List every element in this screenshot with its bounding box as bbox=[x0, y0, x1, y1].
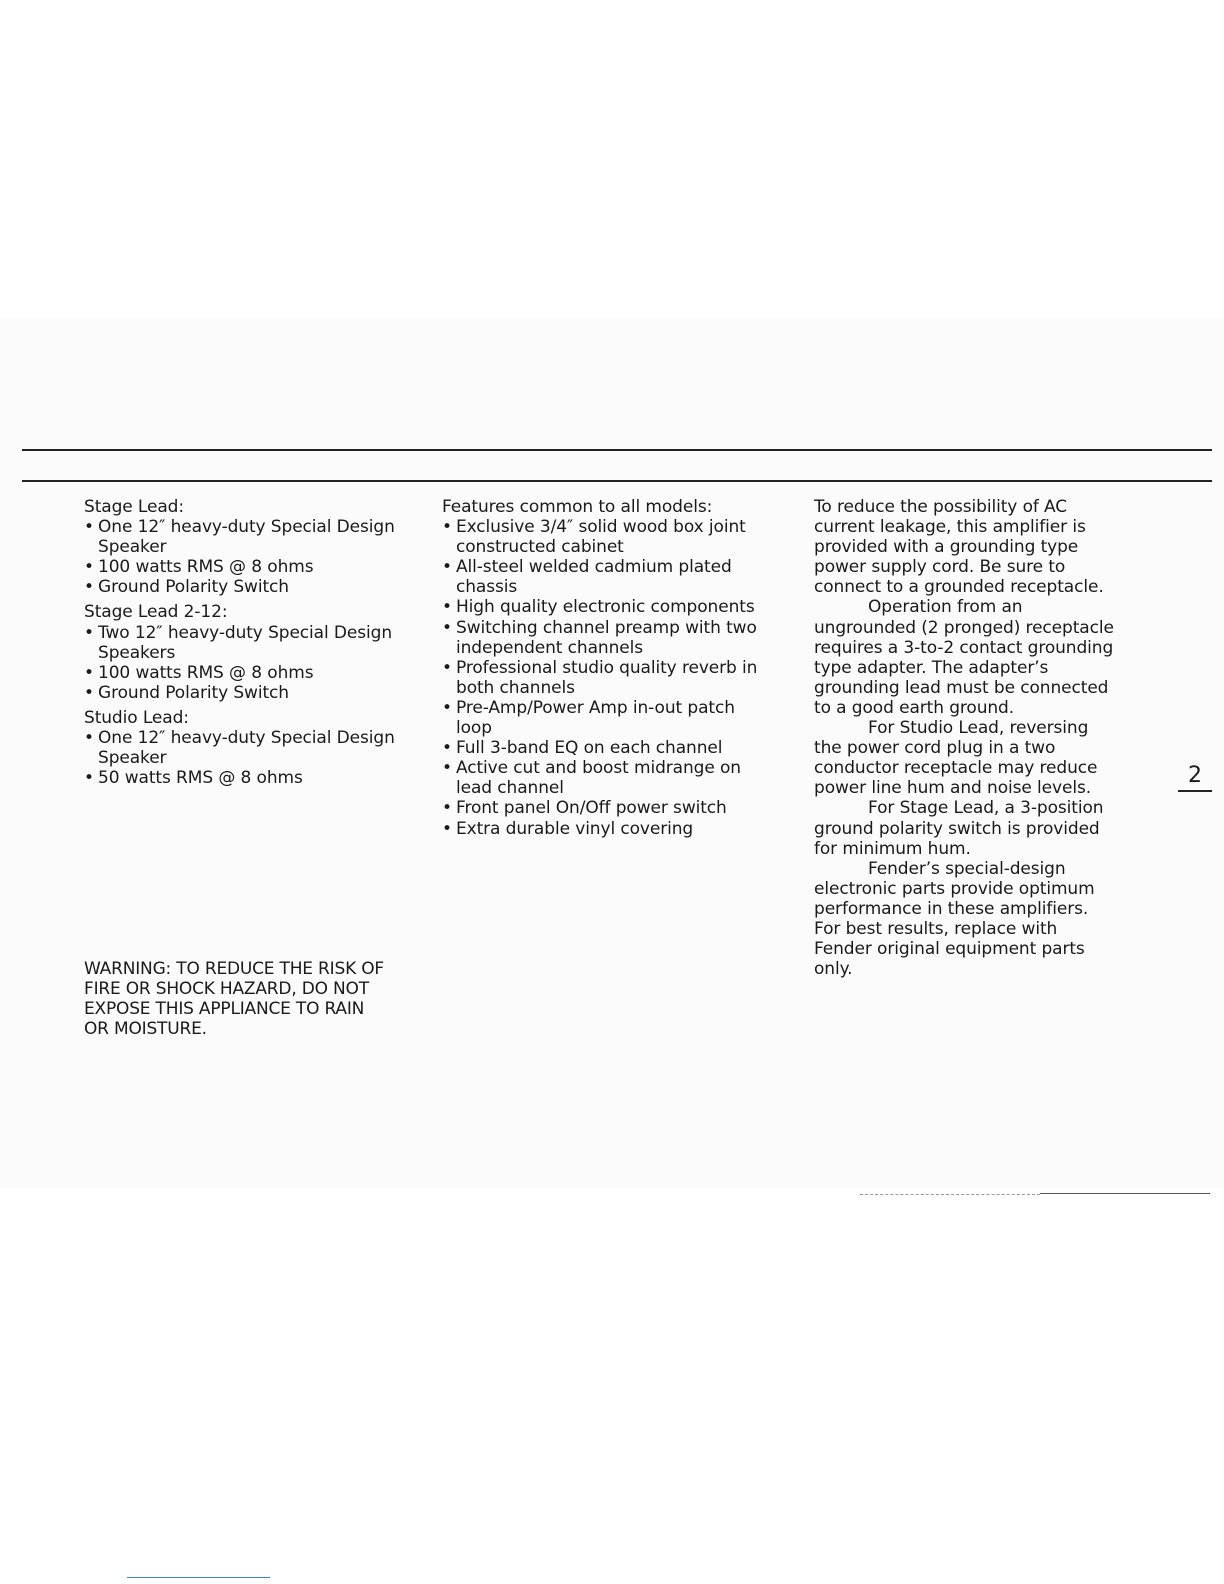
model-feature-list bbox=[84, 728, 414, 788]
model-heading: Studio Lead: bbox=[84, 707, 189, 728]
common-feature: • Active cut and boost midrange on lead channel bbox=[442, 758, 772, 798]
model-feature-list bbox=[84, 517, 414, 597]
model-feature-list bbox=[84, 623, 414, 703]
common-feature: • All-steel welded cadmium plated chassis bbox=[442, 557, 772, 597]
common-feature: • Switching channel preamp with two independent channels bbox=[442, 618, 772, 658]
footer-link-underline[interactable] bbox=[127, 1577, 270, 1578]
model-feature: • 100 watts RMS @ 8 ohms bbox=[84, 663, 414, 683]
model-feature: • One 12″ heavy-duty Special Design Speaker bbox=[84, 728, 414, 768]
model-feature: • 100 watts RMS @ 8 ohms bbox=[84, 557, 414, 577]
safety-text-column bbox=[814, 497, 1114, 979]
safety-paragraph: For Studio Lead, reversing the power cord plug in a two conductor receptacle may reduce power line hum and noise levels. bbox=[814, 718, 1098, 799]
common-feature: • Pre-Amp/Power Amp in-out patch loop bbox=[442, 698, 772, 738]
common-feature: • High quality electronic components bbox=[442, 597, 772, 617]
safety-paragraph: Operation from an ungrounded (2 pronged) receptacle requires a 3-to-2 contact grounding type adapter. The adapter’s grounding lead must be connected to a good earth ground. bbox=[814, 597, 1114, 718]
bottom-dashed-rule bbox=[860, 1194, 1040, 1195]
model-feature: • One 12″ heavy-duty Special Design Speaker bbox=[84, 517, 414, 557]
second-rule bbox=[22, 480, 1212, 482]
model-stage-lead-2-12 bbox=[84, 602, 414, 702]
model-heading: Stage Lead: bbox=[84, 497, 184, 517]
common-feature: • Professional studio quality reverb in both channels bbox=[442, 658, 772, 698]
model-feature: • Ground Polarity Switch bbox=[84, 683, 414, 703]
safety-paragraph: Fender’s special-design electronic parts provide optimum performance in these amplifiers. For best results, replace with Fender original equipment parts only. bbox=[814, 858, 1095, 980]
common-feature: • Extra durable vinyl covering bbox=[442, 819, 772, 839]
model-stage-lead bbox=[84, 497, 414, 597]
safety-paragraph: To reduce the possibility of AC current leakage, this amplifier is provided with a grounding type power supply cord. Be sure to connect to a grounded receptacle. bbox=[814, 497, 1104, 598]
model-feature: • Two 12″ heavy-duty Special Design Speakers bbox=[84, 623, 414, 663]
safety-paragraph: For Stage Lead, a 3-position ground polarity switch is provided for minimum hum. bbox=[814, 798, 1104, 859]
common-feature: • Full 3-band EQ on each channel bbox=[442, 738, 772, 758]
top-rule bbox=[22, 449, 1212, 451]
model-heading: Stage Lead 2-12: bbox=[84, 602, 228, 623]
common-feature: • Front panel On/Off power switch bbox=[442, 798, 772, 818]
common-features-heading: Features common to all models: bbox=[442, 497, 713, 517]
common-feature: • Exclusive 3/4″ solid wood box joint constructed cabinet bbox=[442, 517, 772, 557]
bottom-rule bbox=[1040, 1193, 1210, 1194]
model-specs-column bbox=[84, 497, 414, 793]
model-feature: • Ground Polarity Switch bbox=[84, 577, 414, 597]
model-studio-lead bbox=[84, 708, 414, 788]
common-features-column bbox=[442, 497, 772, 839]
common-features-list bbox=[442, 517, 772, 839]
model-feature: • 50 watts RMS @ 8 ohms bbox=[84, 768, 414, 788]
page-number: 2 bbox=[1178, 762, 1212, 792]
warning-notice: WARNING: TO REDUCE THE RISK OF FIRE OR SHOCK HAZARD, DO NOT EXPOSE THIS APPLIANCE TO RAIN OR MOISTURE. bbox=[84, 959, 384, 1040]
